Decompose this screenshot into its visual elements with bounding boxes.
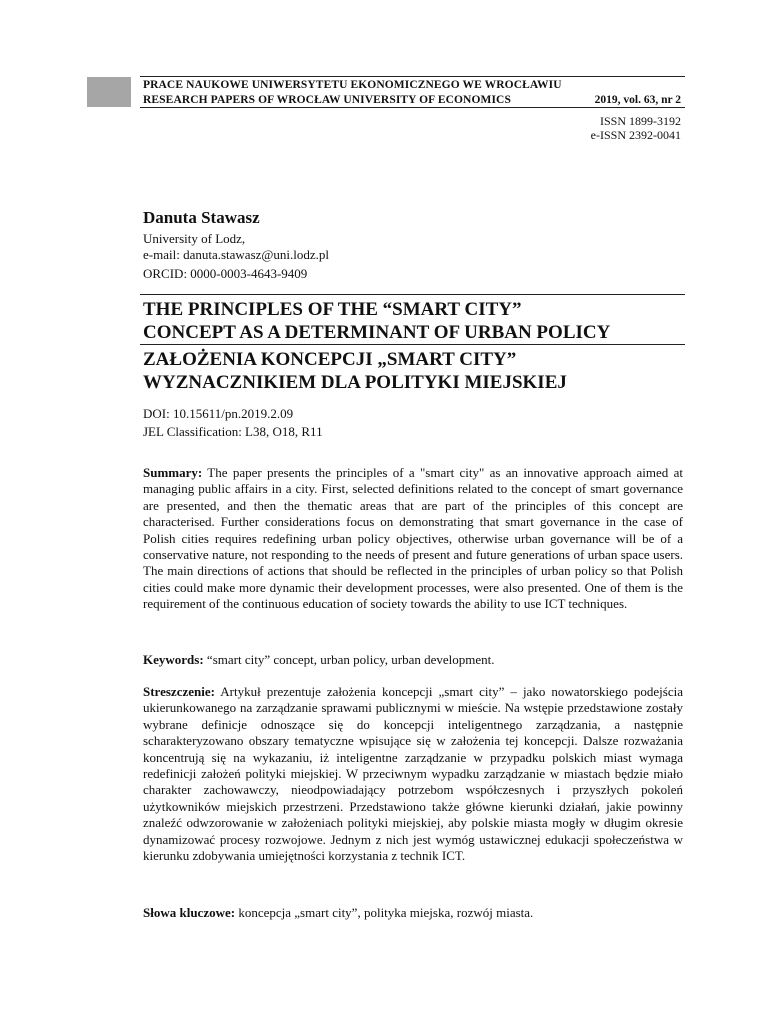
slowa-kluczowe-text: koncepcja „smart city”, polityka miejska, rozwój miasta. — [235, 905, 534, 920]
header-rule-top — [140, 76, 685, 77]
slowa-kluczowe-label: Słowa kluczowe: — [143, 905, 236, 920]
author-name: Danuta Stawasz — [143, 208, 260, 227]
title-pl-line-1: ZAŁOŻENIA KONCEPCJI „SMART CITY” — [143, 349, 517, 370]
journal-volume: 2019, vol. 63, nr 2 — [594, 94, 681, 106]
slowa-kluczowe-paragraph — [143, 905, 683, 921]
streszczenie-paragraph — [143, 684, 683, 864]
jel-classification: JEL Classification: L38, O18, R11 — [143, 424, 323, 439]
article-title-english — [143, 298, 610, 344]
title-pl-line-2: WYZNACZNIKIEM DLA POLITYKI MIEJSKIEJ — [143, 372, 567, 393]
doi: DOI: 10.15611/pn.2019.2.09 — [143, 406, 294, 421]
author-email: e-mail: danuta.stawasz@uni.lodz.pl — [143, 247, 329, 262]
title-rule-top — [140, 294, 685, 295]
author-affiliation: University of Lodz, — [143, 231, 246, 246]
title-en-line-2: CONCEPT AS A DETERMINANT OF URBAN POLICY — [143, 322, 611, 343]
title-en-line-1: THE PRINCIPLES OF THE “SMART CITY” — [143, 299, 522, 320]
e-issn: e-ISSN 2392-0041 — [590, 128, 681, 142]
journal-title-polish: PRACE NAUKOWE UNIWERSYTETU EKONOMICZNEGO WE WROCŁAWIU — [143, 79, 562, 91]
journal-title-english: RESEARCH PAPERS OF WROCŁAW UNIVERSITY OF ECONOMICS — [143, 94, 511, 106]
keywords-text: “smart city” concept, urban policy, urban development. — [203, 652, 495, 667]
journal-header-block — [87, 77, 131, 107]
summary-label: Summary: — [143, 465, 203, 480]
keywords-paragraph — [143, 652, 683, 668]
author-orcid: ORCID: 0000-0003-4643-9409 — [143, 266, 308, 281]
summary-text: The paper presents the principles of a "smart city" as an innovative approach aimed at managing public affairs in a city. First, selected definitions related to the concept of smart governance are presented, and then the thematic areas that are part of the principles of this concept are characterised. Further considerations focus on demonstrating that smart governance in the case of Polish cities requires redefining urban policy objectives, otherwise urban governance will be of a conservative nature, not responding to the needs of present and future generations of urban space users. The main directions of actions that should be reflected in the principles of urban policy so that Polish cities could make more dynamic their development processes, were also presented. One of them is the requirement of the continuous education of society towards the ability to use ICT techniques. — [143, 465, 683, 612]
summary-paragraph — [143, 465, 683, 613]
article-title-polish — [143, 348, 567, 394]
streszczenie-text: Artykuł prezentuje założenia koncepcji „smart city” – jako nowatorskiego podejścia ukierunkowanego na zarządzanie sprawami publicznymi w mieście. Na wstępie przedstawione zostały wybrane definicje odnoszące się do koncepcji inteligentnego zarządzania, a następnie scharakteryzowano obszary tematyczne wpisujące się w założenia tej koncepcji. Dalsze rozważania koncentrują się na wykazaniu, iż inteligentne zarządzanie w przypadku polskich miast wymaga redefinicji założeń polityki miejskiej. W przeciwnym wypadku zarządzanie w miastach będzie miało charakter zachowawczy, nieodpowiadający potrzebom współczesnych i przyszłych pokoleń użytkowników miejskich przestrzeni. Przedstawiono także główne kierunki działań, jakie powinny znaleźć odwzorowanie w założeniach polityki miejskiej, aby polskie miasta mogły w długim okresie dynamizować procesy rozwojowe. Jednym z nich jest wymóg ustawicznej edukacji społeczeństwa w kierunku zdobywania umiejętności korzystania z technik ICT. — [143, 684, 683, 864]
streszczenie-label: Streszczenie: — [143, 684, 215, 699]
header-rule-bottom — [140, 107, 685, 108]
issn: ISSN 1899-3192 — [599, 114, 681, 128]
keywords-label: Keywords: — [143, 652, 204, 667]
title-rule-middle — [140, 344, 685, 345]
